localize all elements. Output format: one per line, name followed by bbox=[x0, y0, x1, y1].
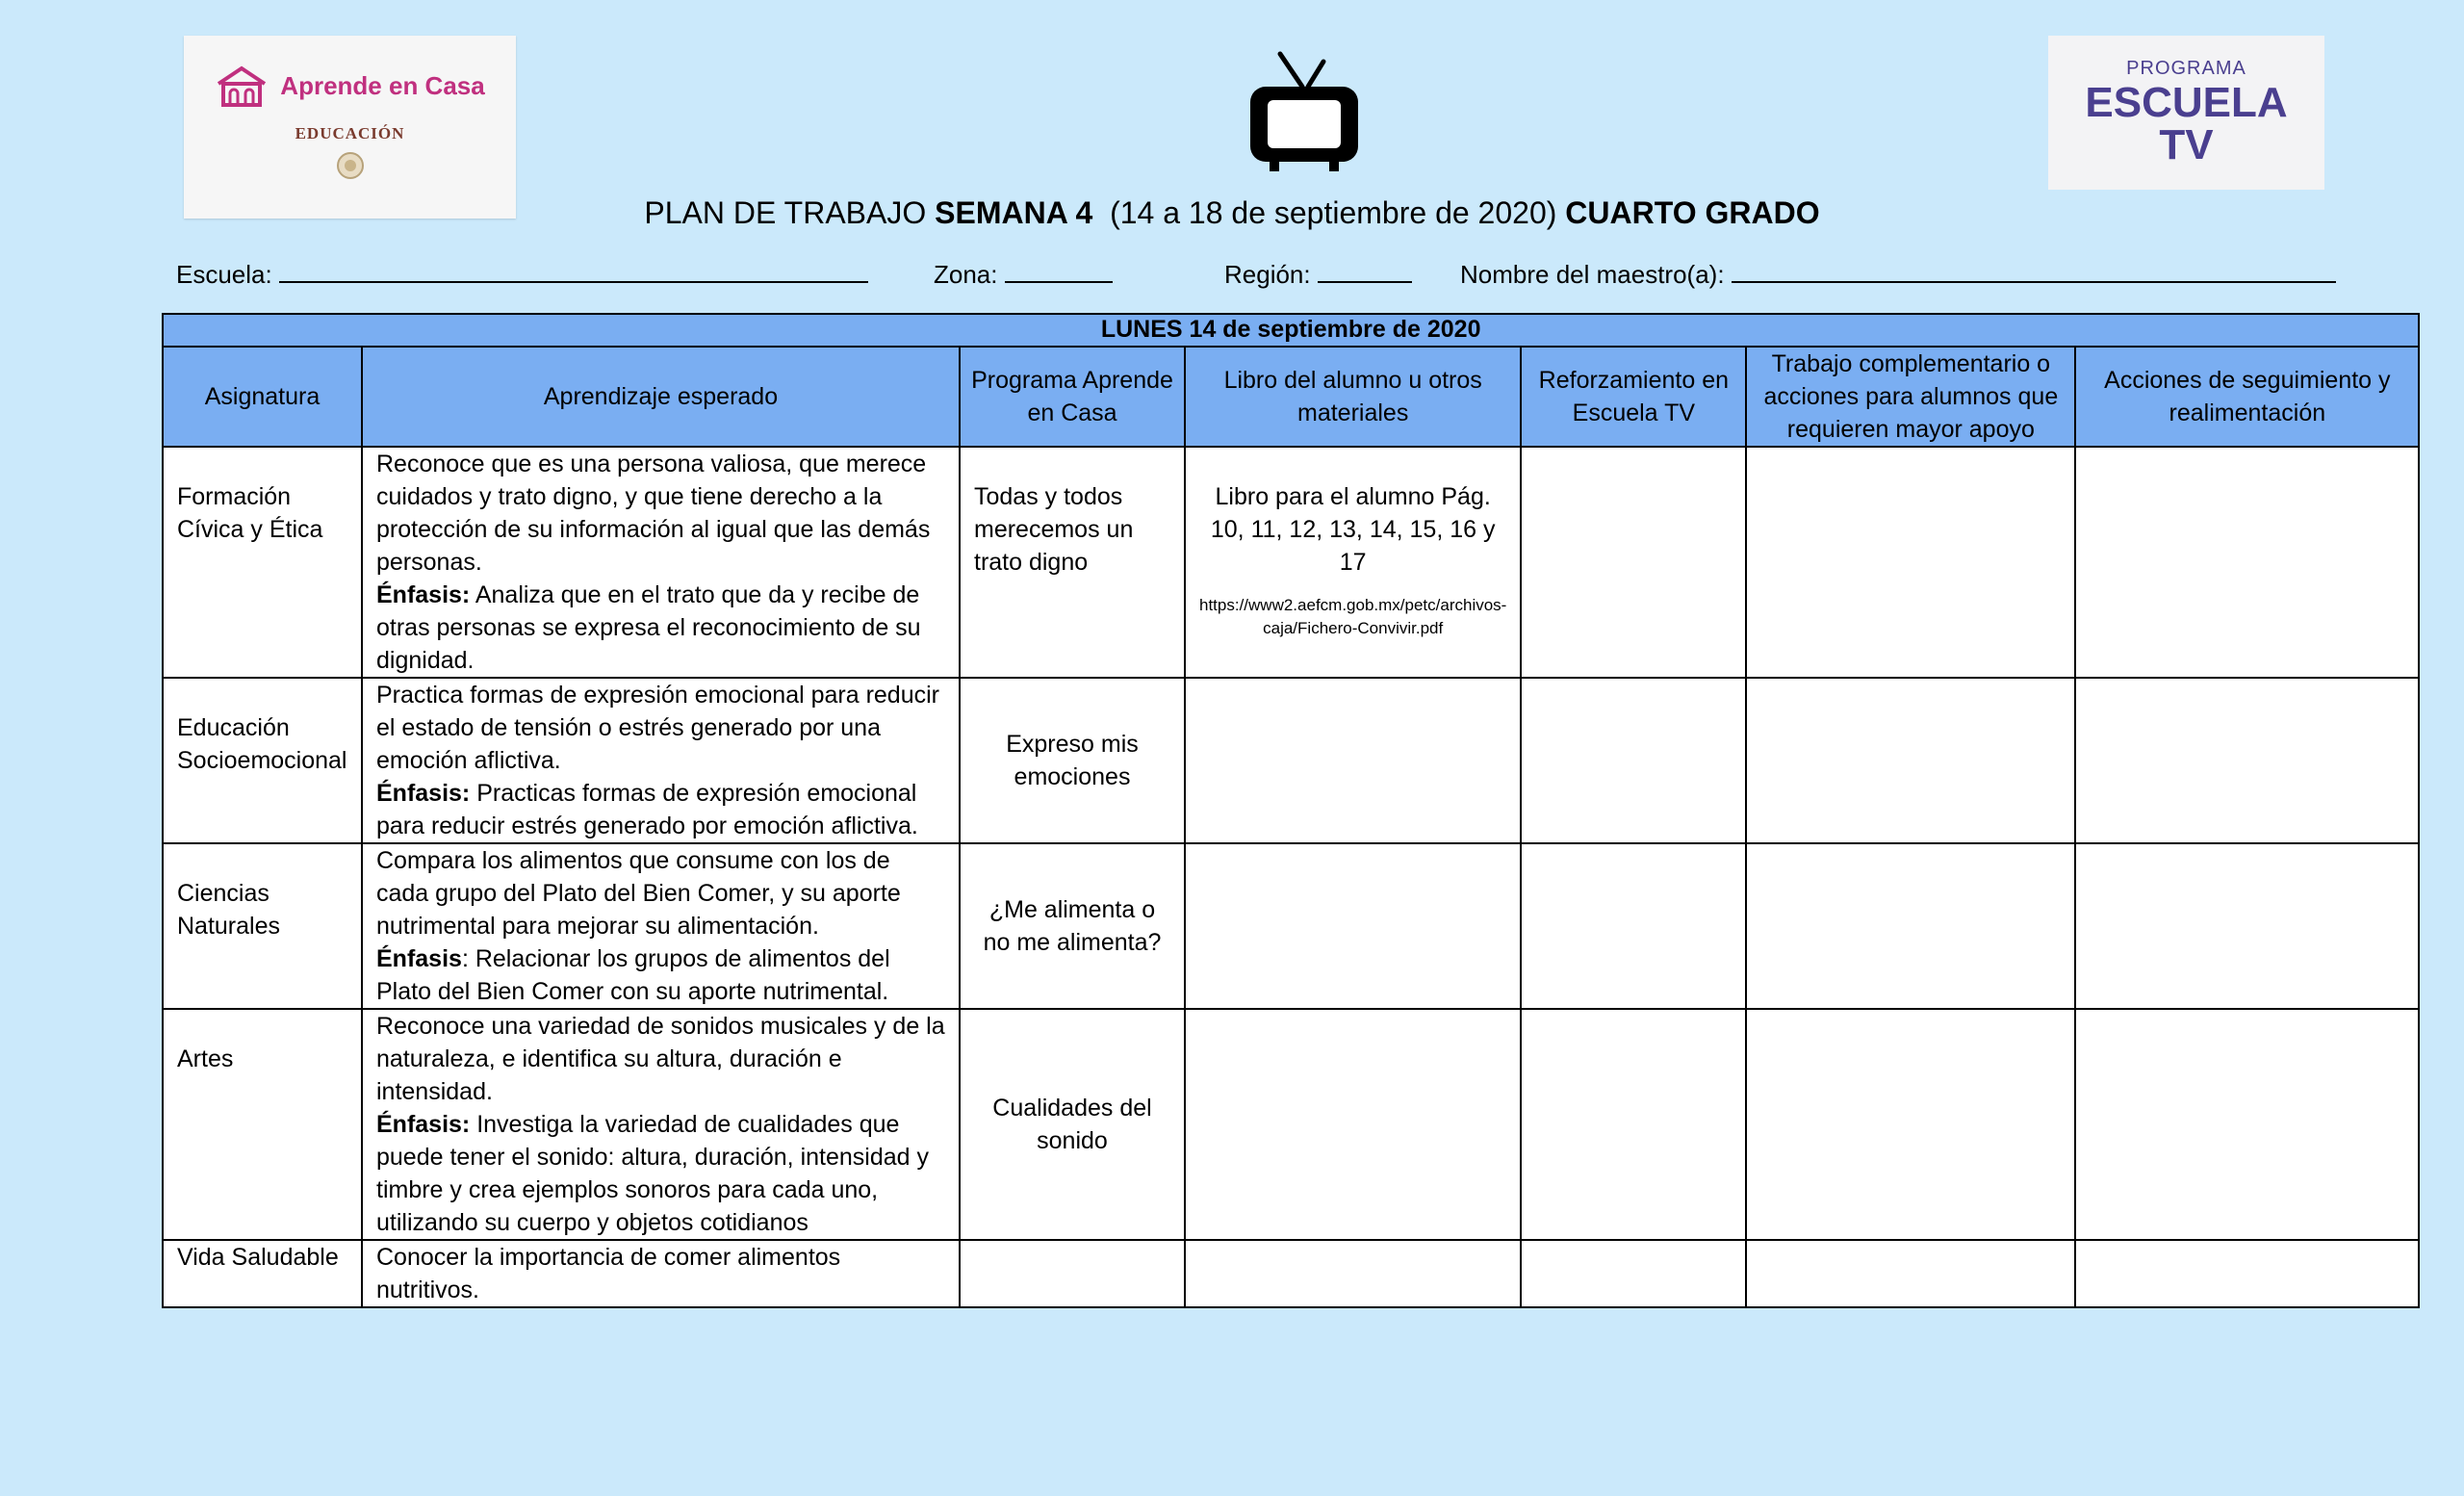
followup-cell[interactable] bbox=[2075, 1240, 2419, 1307]
zona-field[interactable] bbox=[934, 258, 1113, 290]
seal-icon bbox=[336, 151, 365, 180]
header-row bbox=[163, 347, 2419, 447]
escuela-tv-logo bbox=[2048, 36, 2324, 190]
region-field[interactable] bbox=[1224, 258, 1412, 290]
subject-cell: Educación Socioemocional bbox=[163, 678, 362, 843]
table-row bbox=[163, 678, 2419, 843]
learning-text: Reconoce que es una persona valiosa, que merece cuidados y trato digno, y que tiene derecho a la protección de su información al igual que las demás personas. bbox=[376, 451, 931, 576]
form-fields bbox=[176, 258, 2332, 297]
emphasis-label: Énfasis: bbox=[376, 581, 471, 608]
materials-cell[interactable] bbox=[1185, 1009, 1521, 1240]
col-aprendizaje: Aprendizaje esperado bbox=[362, 347, 960, 447]
col-trabajo: Trabajo complementario o acciones para alumnos que requieren mayor apoyo bbox=[1746, 347, 2075, 447]
learning-cell bbox=[362, 843, 960, 1009]
program-cell: Todas y todos merecemos un trato digno bbox=[960, 447, 1185, 678]
title-grade: CUARTO GRADO bbox=[1565, 195, 1820, 230]
reinforcement-cell[interactable] bbox=[1521, 1240, 1746, 1307]
learning-text: Compara los alimentos que consume con los de cada grupo del Plato del Bien Comer, y su aporte nutrimental para mejorar su alimentación. bbox=[376, 847, 901, 940]
maestro-label: Nombre del maestro(a): bbox=[1460, 260, 1725, 289]
maestro-blank[interactable] bbox=[1732, 258, 2336, 283]
emphasis-label: Énfasis bbox=[376, 945, 462, 972]
program-cell[interactable] bbox=[960, 1240, 1185, 1307]
col-programa: Programa Aprende en Casa bbox=[960, 347, 1185, 447]
logo-tv-text: TV bbox=[2159, 121, 2214, 168]
followup-cell[interactable] bbox=[2075, 1009, 2419, 1240]
learning-text: Reconoce una variedad de sonidos musicales y de la naturaleza, e identifica su altura, duración e intensidad. bbox=[376, 1013, 945, 1105]
title-dates: (14 a 18 de septiembre de 2020) bbox=[1110, 195, 1557, 230]
materials-cell[interactable] bbox=[1185, 843, 1521, 1009]
table-row bbox=[163, 843, 2419, 1009]
complementary-cell[interactable] bbox=[1746, 843, 2075, 1009]
complementary-cell[interactable] bbox=[1746, 447, 2075, 678]
reinforcement-cell[interactable] bbox=[1521, 843, 1746, 1009]
materials-cell[interactable] bbox=[1185, 678, 1521, 843]
reinforcement-cell[interactable] bbox=[1521, 447, 1746, 678]
materials-cell[interactable] bbox=[1185, 1240, 1521, 1307]
tv-icon bbox=[1246, 48, 1362, 178]
logo-programa-text: PROGRAMA bbox=[2126, 58, 2246, 79]
region-label: Región: bbox=[1224, 260, 1311, 289]
col-asignatura: Asignatura bbox=[163, 347, 362, 447]
maestro-field[interactable] bbox=[1460, 258, 2336, 290]
escuela-field[interactable] bbox=[176, 258, 868, 290]
zona-blank[interactable] bbox=[1005, 258, 1113, 283]
subject-cell: Vida Saludable bbox=[163, 1240, 362, 1307]
program-cell: Cualidades del sonido bbox=[960, 1009, 1185, 1240]
day-row bbox=[163, 314, 2419, 347]
col-acciones: Acciones de seguimiento y realimentación bbox=[2075, 347, 2419, 447]
reinforcement-cell[interactable] bbox=[1521, 678, 1746, 843]
learning-cell bbox=[362, 1009, 960, 1240]
learning-cell bbox=[362, 678, 960, 843]
title-week: SEMANA 4 bbox=[935, 195, 1093, 230]
book-text: Libro para el alumno Pág. 10, 11, 12, 13, 14, 15, 16 y 17 bbox=[1210, 483, 1496, 576]
complementary-cell[interactable] bbox=[1746, 678, 2075, 843]
table-row bbox=[163, 447, 2419, 678]
emphasis-text: : Relacionar los grupos de alimentos del Plato del Bien Comer con su aporte nutrimental. bbox=[376, 945, 890, 1005]
logo-escuela-text: ESCUELA bbox=[2085, 79, 2288, 126]
subject-cell: Formación Cívica y Ética bbox=[163, 447, 362, 678]
col-reforzamiento: Reforzamiento en Escuela TV bbox=[1521, 347, 1746, 447]
house-icon bbox=[215, 64, 269, 107]
materials-link[interactable]: https://www2.aefcm.gob.mx/petc/archivos-caja/Fichero-Convivir.pdf bbox=[1199, 596, 1507, 637]
emphasis-label: Énfasis: bbox=[376, 1111, 471, 1138]
emphasis-text: Analiza que en el trato que da y recibe de otras personas se expresa el reconocimiento de su dignidad. bbox=[376, 581, 921, 674]
reinforcement-cell[interactable] bbox=[1521, 1009, 1746, 1240]
learning-cell: Conocer la importancia de comer alimentos nutritivos. bbox=[362, 1240, 960, 1307]
emphasis-label: Énfasis: bbox=[376, 780, 471, 807]
logo-brand-text: Aprende en Casa bbox=[280, 70, 485, 100]
subject-cell: Artes bbox=[163, 1009, 362, 1240]
aprende-en-casa-logo bbox=[184, 36, 516, 219]
plan-table bbox=[162, 313, 2420, 1308]
followup-cell[interactable] bbox=[2075, 447, 2419, 678]
learning-text: Practica formas de expresión emocional para reducir el estado de tensión o estrés generado por una emoción aflictiva. bbox=[376, 682, 939, 774]
page-title bbox=[0, 195, 2464, 231]
table-row bbox=[163, 1240, 2419, 1307]
program-cell: Expreso mis emociones bbox=[960, 678, 1185, 843]
subject-cell: Ciencias Naturales bbox=[163, 843, 362, 1009]
emphasis-text: Investiga la variedad de cualidades que puede tener el sonido: altura, duración, intensidad y timbre y crea ejemplos sonoros para cada uno, utilizando su cuerpo y objetos cotidianos bbox=[376, 1111, 929, 1236]
logo-sub-text: EDUCACIÓN bbox=[295, 124, 405, 142]
table-row bbox=[163, 1009, 2419, 1240]
zona-label: Zona: bbox=[934, 260, 998, 289]
escuela-blank[interactable] bbox=[279, 258, 868, 283]
followup-cell[interactable] bbox=[2075, 843, 2419, 1009]
day-header: LUNES 14 de septiembre de 2020 bbox=[163, 314, 2419, 347]
program-cell: ¿Me alimenta o no me alimenta? bbox=[960, 843, 1185, 1009]
complementary-cell[interactable] bbox=[1746, 1240, 2075, 1307]
learning-cell bbox=[362, 447, 960, 678]
emphasis-text: Practicas formas de expresión emocional para reducir estrés generado por emoción aflictiva. bbox=[376, 780, 918, 839]
escuela-label: Escuela: bbox=[176, 260, 272, 289]
materials-cell bbox=[1185, 447, 1521, 678]
col-libro: Libro del alumno u otros materiales bbox=[1185, 347, 1521, 447]
followup-cell[interactable] bbox=[2075, 678, 2419, 843]
complementary-cell[interactable] bbox=[1746, 1009, 2075, 1240]
title-prefix: PLAN DE TRABAJO bbox=[644, 195, 927, 230]
region-blank[interactable] bbox=[1318, 258, 1412, 283]
